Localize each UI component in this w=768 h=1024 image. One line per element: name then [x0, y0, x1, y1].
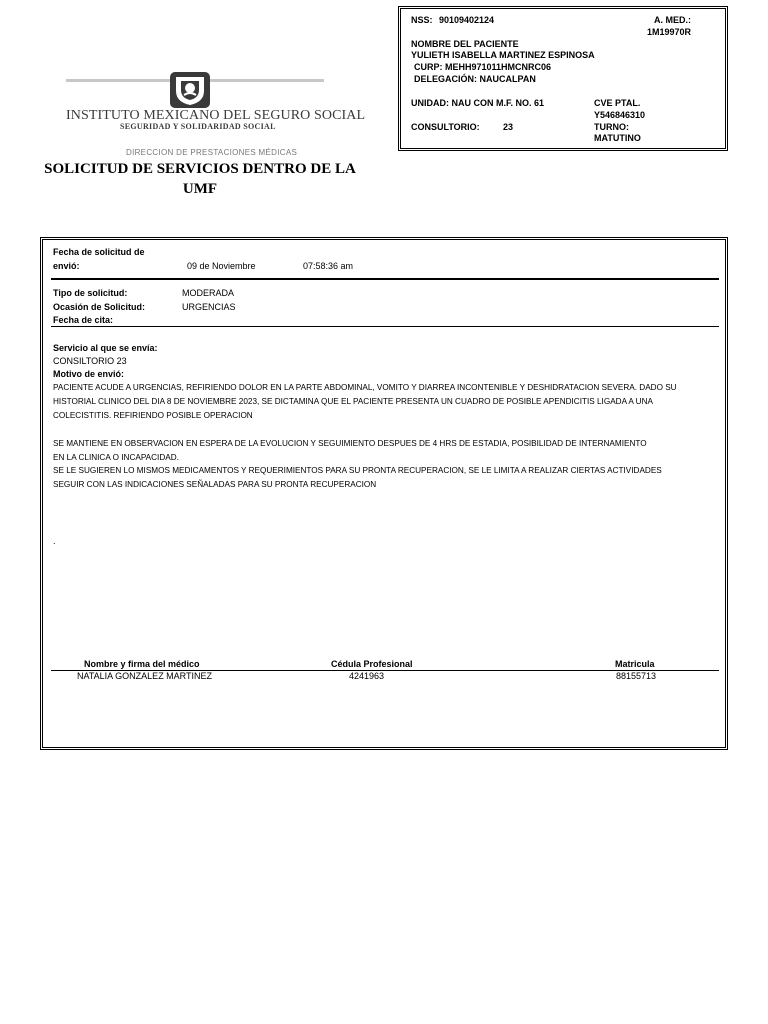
cve-label: CVE PTAL. [594, 98, 641, 108]
request-form-box [40, 237, 728, 750]
tipo-label: Tipo de solicitud: [53, 288, 128, 298]
fecha-label-line2: envió: [53, 261, 80, 271]
motivo-text [53, 381, 677, 423]
servicio-value: CONSILTORIO 23 [53, 356, 127, 366]
fecha-value: 09 de Noviembre [187, 261, 256, 271]
amed-value: 1M19970R [647, 27, 692, 37]
tipo-value: MODERADA [182, 288, 235, 298]
unidad-value: UNIDAD: NAU CON M.F. NO. 61 [411, 98, 545, 108]
turno-value: MATUTINO [594, 133, 641, 143]
observacion-line: EN LA CLINICA O INCAPACIDAD. [53, 452, 179, 462]
form-title: SOLICITUD DE SERVICIOS DENTRO DE LA UMF [44, 161, 356, 197]
trailing-dot: . [53, 536, 56, 546]
motivo-label: Motivo de envió: [53, 369, 125, 379]
cita-label: Fecha de cita: [53, 315, 114, 325]
nombre-label: NOMBRE DEL PACIENTE [411, 39, 519, 49]
section-divider [51, 278, 719, 280]
nss-label: NSS: [411, 15, 433, 25]
observacion-text [53, 437, 662, 491]
amed-label: A. MED.: [654, 15, 691, 25]
motivo-line: COLECISTITIS. REFIRIENDO POSIBLE OPERACION [53, 411, 253, 420]
cve-value: Y546846310 [594, 110, 646, 120]
motivo-line: HISTORIAL CLINICO DEL DIA 8 DE NOVIEMBRE 2023, SE DICTAMINA QUE EL PACIENTE PRESENTA UN CUADRO DE POSIBLE APENDICITIS LIGADA A UNA [53, 397, 653, 406]
org-name: INSTITUTO MEXICANO DEL SEGURO SOCIAL [66, 108, 366, 123]
cedula-label: Cédula Profesional [331, 659, 413, 669]
direction-label: DIRECCION DE PRESTACIONES MÉDICAS [126, 148, 298, 157]
curp-value: CURP: MEHH971011HMCNRC06 [414, 62, 552, 72]
medico-value: NATALIA GONZALEZ MARTINEZ [77, 671, 213, 681]
medico-label: Nombre y firma del médico [84, 659, 200, 669]
hora-value: 07:58:36 am [303, 261, 354, 271]
cedula-value: 4241963 [349, 671, 385, 681]
fecha-label-line1: Fecha de solicitud de [53, 247, 145, 257]
turno-label: TURNO: [594, 122, 629, 132]
observacion-line: SE LE SUGIEREN LO MISMOS MEDICAMENTOS Y REQUERIMIENTOS PARA SU PRONTA RECUPERACION, SE LE LIMITA A REALIZAR CIERTAS ACTIVIDADES [53, 466, 662, 475]
nss-value: 90109402124 [439, 15, 495, 25]
matricula-value: 88155713 [616, 671, 657, 681]
ocasion-value: URGENCIAS [182, 302, 236, 312]
org-motto: SEGURIDAD Y SOLIDARIDAD SOCIAL [120, 122, 276, 131]
observacion-line: SE MANTIENE EN OBSERVACION EN ESPERA DE LA EVOLUCION Y SEGUIMIENTO DESPUES DE 4 HRS DE ESTADIA, POSIBILIDAD DE INTERNAMIENTO [53, 439, 647, 448]
patient-info-box [398, 6, 728, 151]
ocasion-label: Ocasión de Solicitud: [53, 302, 146, 312]
delegacion-value: DELEGACIÓN: NAUCALPAN [414, 74, 536, 84]
consultorio-label: CONSULTORIO: [411, 122, 480, 132]
motivo-line: PACIENTE ACUDE A URGENCIAS, REFIRIENDO DOLOR EN LA PARTE ABDOMINAL, VOMITO Y DIARREA INCONTENIBLE Y DESHIDRATACION SEVERA. DADO SU [53, 383, 677, 392]
observacion-line: SEGUIR CON LAS INDICACIONES SEÑALADAS PARA SU PRONTA RECUPERACION [53, 479, 377, 489]
consultorio-value: 23 [503, 122, 514, 132]
section-divider [51, 326, 719, 327]
servicio-label: Servicio al que se envía: [53, 343, 158, 353]
imss-logo-icon [168, 71, 212, 109]
nombre-value: YULIETH ISABELLA MARTINEZ ESPINOSA [411, 50, 595, 60]
matricula-label: Matricula [615, 659, 655, 669]
